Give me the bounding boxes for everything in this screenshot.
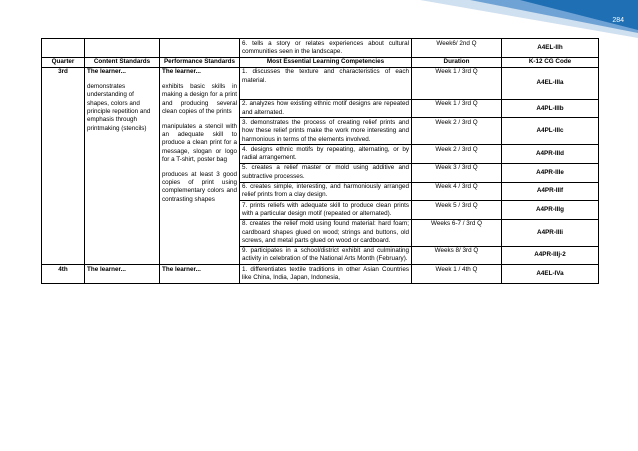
code-cell: A4PR-IIIg (502, 201, 599, 220)
code-cell: A4PR-IIId (502, 145, 599, 164)
duration-cell: Week 2 / 3rd Q (412, 145, 502, 164)
duration-cell: Week 3 / 3rd Q (412, 163, 502, 182)
table-row (42, 265, 599, 284)
quarter-cell: 3rd (42, 67, 85, 264)
performance-para: produces at least 3 good copies of print using complementary colors and contrasting shapes (162, 170, 237, 203)
curriculum-table (41, 38, 599, 284)
code-cell: A4PR-IIIe (502, 163, 599, 182)
competency-cell: 2. analyzes how existing ethnic motif designs are repeated and alternated. (240, 99, 412, 118)
performance-title: The learner... (160, 265, 240, 284)
duration-cell: Week6/ 2nd Q (412, 39, 502, 58)
table-row (42, 67, 599, 99)
code-cell: A4PR-IIIf (502, 182, 599, 201)
quarter-cell: 4th (42, 265, 85, 284)
content-title: The learner... (85, 265, 160, 284)
competency-cell: 5. creates a relief master or mold using additive and subtractive processes. (240, 163, 412, 182)
code-cell: A4PL-IIIc (502, 118, 599, 145)
competency-cell: 9. participates in a school/district exhibit and culminating activity in celebration of the National Arts Month (February). (240, 246, 412, 265)
header-performance-standards: Performance Standards (160, 57, 240, 67)
content-standards-cell (85, 67, 160, 264)
header-duration: Duration (412, 57, 502, 67)
duration-cell: Week 5 / 3rd Q (412, 201, 502, 220)
duration-cell: Week 1 / 3rd Q (412, 99, 502, 118)
performance-standards-cell (160, 67, 240, 264)
duration-cell: Week 2 / 3rd Q (412, 118, 502, 145)
performance-para: exhibits basic skills in making a design for a print and producing several clean copies of the prints (162, 83, 237, 116)
code-cell: A4PL-IIIb (502, 99, 599, 118)
code-cell: A4EL-IVa (502, 265, 599, 284)
duration-cell: Week 4 / 3rd Q (412, 182, 502, 201)
competency-cell: 3. demonstrates the process of creating relief prints and how these relief prints make the work more interesting and harmonious in terms of the elements involved. (240, 118, 412, 145)
competency-cell: 8. creates the relief mold using found material: hard foam; cardboard shapes glued on wood; strings and buttons, old screws, and metal parts glued on wood or cardboard. (240, 219, 412, 246)
header-content-standards: Content Standards (85, 57, 160, 67)
table-row (42, 39, 599, 58)
header-competencies: Most Essential Learning Competencies (240, 57, 412, 67)
performance-title: The learner... (162, 68, 201, 76)
competency-cell: 6. creates simple, interesting, and harmoniously arranged relief prints from a clay design. (240, 182, 412, 201)
duration-cell: Week 1 / 3rd Q (412, 67, 502, 99)
page-number: 284 (612, 17, 624, 24)
code-cell: A4PR-IIIi (502, 219, 599, 246)
header-code: K-12 CG Code (502, 57, 599, 67)
competency-cell: 6. tells a story or relates experiences about cultural communities seen in the landscape. (240, 39, 412, 58)
competency-cell: 1. discusses the texture and characteristics of each material. (240, 67, 412, 99)
code-cell: A4PR-IIIj-2 (502, 246, 599, 265)
code-cell: A4EL-IIh (502, 39, 599, 58)
competency-cell: 4. designs ethnic motifs by repeating, alternating, or by radial arrangement. (240, 145, 412, 164)
code-cell: A4EL-IIIa (502, 67, 599, 99)
header-row (42, 57, 599, 67)
competency-cell: 7. prints reliefs with adequate skill to produce clean prints with a particular design motif (repeated or alternated). (240, 201, 412, 220)
content-title: The learner... (87, 68, 126, 76)
performance-para: manipulates a stencil with an adequate skill to produce a clean print for a message, slogan or logo for a T-shirt, poster bag (162, 122, 237, 164)
duration-cell: Weeks 8/ 3rd Q (412, 246, 502, 265)
competency-cell: 1. differentiates textile traditions in other Asian Countries like China, India, Japan, Indonesia, (240, 265, 412, 284)
duration-cell: Weeks 6-7 / 3rd Q (412, 219, 502, 246)
duration-cell: Week 1 / 4th Q (412, 265, 502, 284)
content-body: demonstrates understanding of shapes, colors and principle repetition and emphasis through printmaking (stencils) (87, 83, 151, 132)
header-band (0, 0, 638, 40)
header-quarter: Quarter (42, 57, 85, 67)
